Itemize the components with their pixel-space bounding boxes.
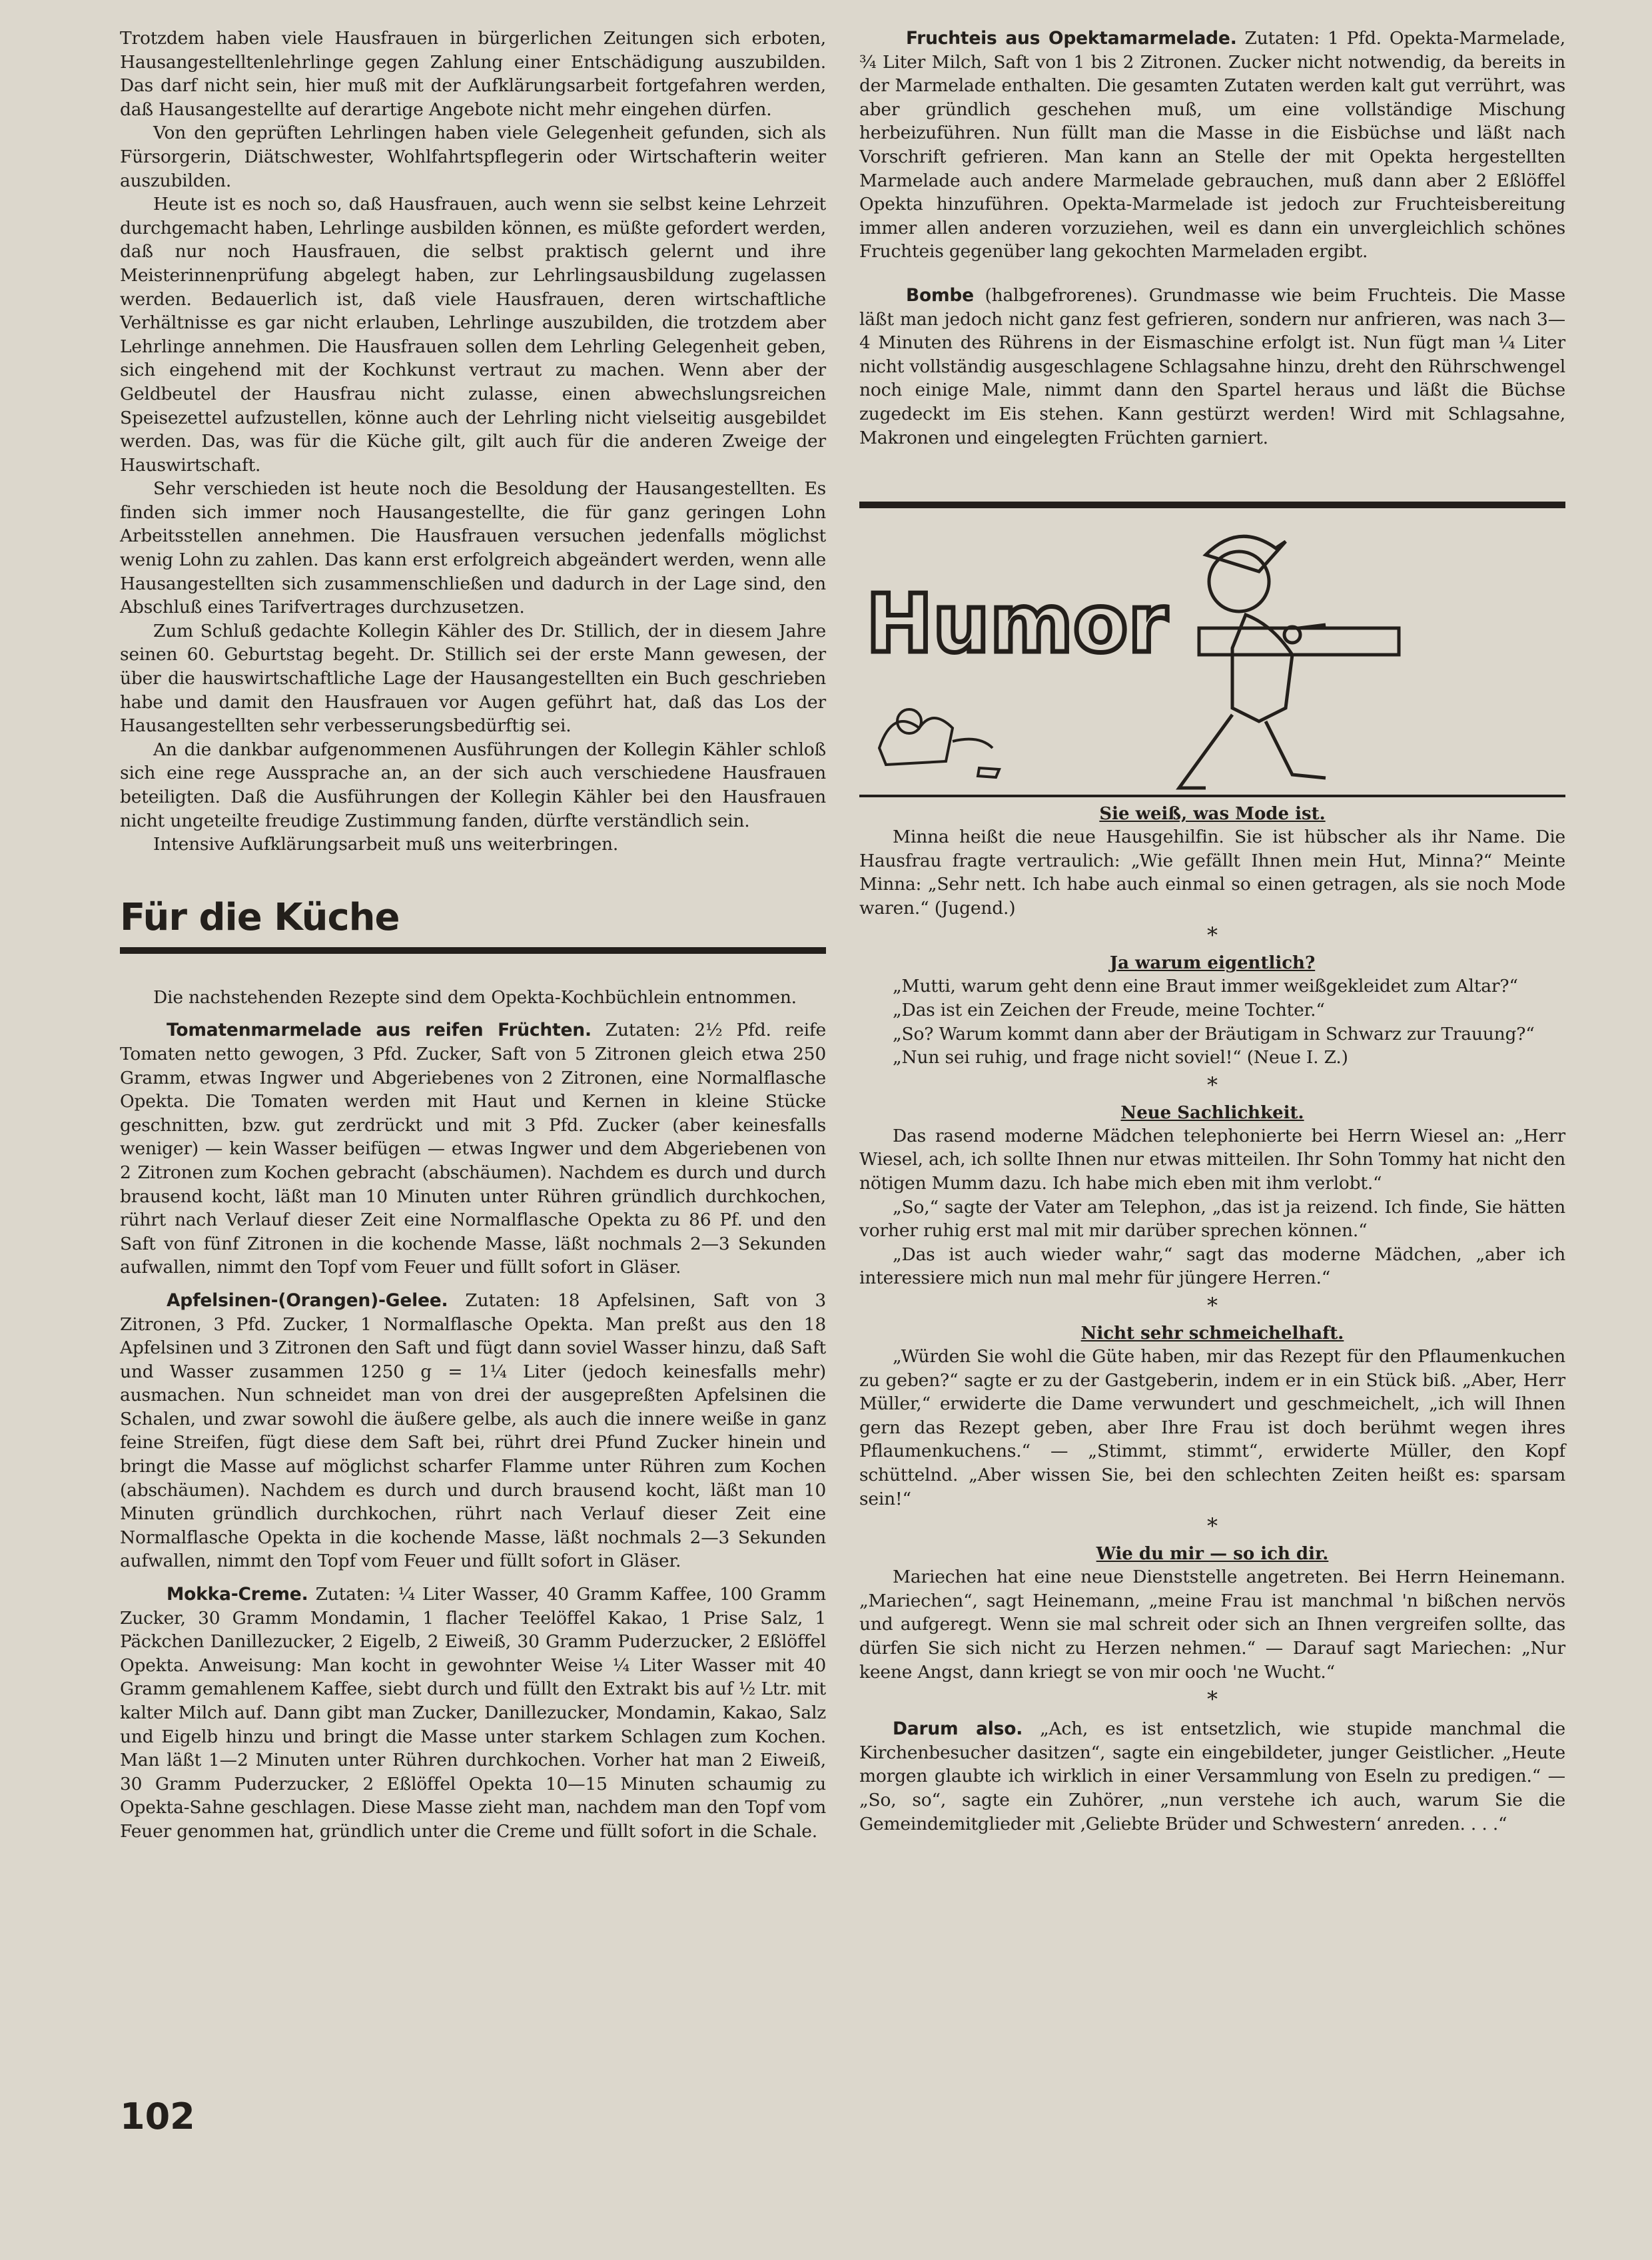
- recipe-bombe: [859, 284, 1565, 450]
- joke-item: [859, 952, 1565, 1069]
- section-rule: [120, 947, 826, 954]
- article-continuation: [120, 27, 826, 857]
- recipe-text: Zutaten: 1 Pfd. Opekta-Marmelade, ¾ Liter Milch, Saft von 1 bis 2 Zitronen. Zucker nicht notwendig, da bereits in der Marmelade enthalten. Die gesamten Zutaten werden kalt gut verrührt, was aber gründlich geschehen muß, um eine vollständige Mischung herbeizuführen. Nun füllt man die Masse in die Eisbüchse und läßt nach Vorschrift gefrieren. Man kann an Stelle der mit Opekta hergestellten Marmelade auch andere Marmelade gebrauchen, muß dann aber 2 Eßlöffel Opekta hinzuführen. Opekta-Marmelade ist jedoch zur Fruchteisbereitung immer allen anderen vorzuziehen, weil es dann ein unvergleichlich schönes Fruchteis gegenüber lang gekochten Marmeladen ergibt.: [859, 28, 1566, 262]
- recipe-title: Mokka-Creme.: [167, 1584, 308, 1605]
- joke-paragraph: „Das ist ein Zeichen der Freude, meine Tochter.“: [893, 1000, 1325, 1021]
- joke-item: [859, 1322, 1565, 1511]
- joke-title: Sie weiß, was Mode ist.: [1099, 804, 1326, 825]
- recipe-title: Tomatenmarmelade aus reifen Früchten.: [167, 1020, 592, 1041]
- separator-star: *: [1207, 1513, 1218, 1539]
- joke-title: Neue Sachlichkeit.: [1120, 1102, 1304, 1123]
- joke-title: Wie du mir — so ich dir.: [1096, 1544, 1329, 1565]
- recipe-text: (halbgefrorenes). Grundmasse wie beim Fruchteis. Die Masse läßt man jedoch nicht ganz fest gefrieren, sondern nur anfrieren, was nach 3—4 Minuten des Rührens in der Eismaschine erfolgt ist. Nun fügt man ¼ Liter nicht vollständig ausgeschlagene Schlagsahne hinzu, dreht den Rührschwengel noch einige Male, nimmt dann den Spartel heraus und läßt die Büchse zugedeckt im Eis stehen. Kann gestürzt werden! Wird mit Schlagsahne, Makronen und eingelegten Früchten garniert.: [859, 284, 1565, 448]
- joke-paragraph: „Nun sei ruhig, und frage nicht soviel!“ (Neue I. Z.): [893, 1047, 1348, 1068]
- joke-paragraph: Minna heißt die neue Hausgehilfin. Sie ist hübscher als ihr Name. Die Hausfrau fragte vertraulich: „Wie gefällt Ihnen mein Hut, Minna?“ Meinte Minna: „Sehr nett. Ich habe auch einmal so einen getragen, als sie noch Mode waren.“ (Jugend.): [859, 827, 1565, 919]
- recipe-text: Zutaten: 2½ Pfd. reife Tomaten netto gewogen, 3 Pfd. Zucker, Saft von 5 Zitronen gleich etwa 250 Gramm, etwas Ingwer und Abgeriebenes von 2 Zitronen, eine Normalflasche Opekta. Die Tomaten werden mit Haut und Kernen in kleine Stücke geschnitten, bzw. gut zerdrückt und mit 3 Pfd. Zucker (aber keinesfalls weniger) — kein Wasser beifügen — etwas Ingwer und dem Abgeriebenen von 2 Zitronen zum Kochen gebracht (abschäumen). Nachdem es durch und durch brausend kocht, läßt man 10 Minuten unter Rühren gründlich durchkochen, rührt nach Verlauf dieser Zeit eine Normalflasche Opekta zu 86 Pf. und den Saft von fünf Zitronen in die kochende Masse, läßt nochmals 2—3 Sekunden aufwallen, nimmt den Topf vom Feuer und füllt sofort in Gläser.: [120, 1020, 826, 1278]
- joke-paragraph: „Ach, es ist entsetzlich, wie stupide manchmal die Kirchenbesucher dasitzen“, sagte ein eingebildeter, junger Geistlicher. „Heute morgen glaubte ich wirklich in einer Versammlung von Eseln zu predigen.“ — „So, so“, sagte ein Zuhörer, „nun verstehe ich auch, warum Sie die Gemeindemitglieder mit ‚Geliebte Brüder und Schwestern‘ anreden. . . .“: [859, 1718, 1565, 1834]
- joke-title: Darum also.: [893, 1718, 1023, 1740]
- body-paragraph: Trotzdem haben viele Hausfrauen in bürgerlichen Zeitungen sich erboten, Hausangestelltenlehrlinge gegen Zahlung einer Entschädigung auszubilden. Das darf nicht sein, hier muß mit der Aufklärungsarbeit fortgefahren werden, daß Hausangestellte auf derartige Angebote nicht mehr eingehen dürfen.: [120, 28, 826, 120]
- recipe-title: Apfelsinen-(Orangen)-Gelee.: [167, 1290, 448, 1311]
- body-paragraph: Sehr verschieden ist heute noch die Besoldung der Hausangestellten. Es finden sich immer noch Hausangestellte, die für ganz geringen Lohn Arbeitsstellen annehmen. Die Hausfrauen versuchen jedenfalls möglichst wenig Lohn zu zahlen. Das kann erst erfolgreich abgeändert werden, wenn alle Hausangestellten sich zusammenschließen und dadurch in der Lage sind, den Abschluß eines Tarifvertrages durchzusetzen.: [120, 478, 826, 618]
- joke-title: Nicht sehr schmeichelhaft.: [1080, 1323, 1344, 1343]
- humor-heading: Humor: [866, 578, 1168, 671]
- joke-paragraph: „Würden Sie wohl die Güte haben, mir das Rezept für den Pflaumenkuchen zu geben?“ sagte er zu der Gastgeberin, indem er in ein Stück biß. „Aber, Herr Müller,“ erwiderte die Dame verwundert und geschmeichelt, „ich will Ihnen gern das Rezept geben, aber Ihre Frau ist doch berühmt wegen ihres Pflaumenkuchens.“ — „Stimmt, stimmt“, erwiderte Müller, den Kopf schüttelnd. „Aber wissen Sie, bei den schlechten Zeiten heißt es: sparsam sein!“: [859, 1346, 1565, 1509]
- page-number: 102: [120, 2095, 195, 2137]
- joke-item: [859, 1102, 1565, 1290]
- recipe-title: Fruchteis aus Opektamarmelade.: [906, 28, 1237, 49]
- right-column: [859, 27, 1565, 1836]
- recipe-title: Bombe: [906, 284, 974, 306]
- joke-item: [859, 803, 1565, 920]
- joke-paragraph: Mariechen hat eine neue Dienststelle angetreten. Bei Herrn Heinemann. „Mariechen“, sagt Heinemann, „meine Frau ist manchmal 'n bißchen nervös und aufgeregt. Wenn sie mal schreit oder sich an Ihnen vergreifen sollte, das dürfen Sie sich nicht zu Herzen nehmen.“ — Darauf sagt Mariechen: „Nur keene Angst, dann kriegt se von mir ooch 'ne Wucht.“: [859, 1567, 1565, 1683]
- separator-star: *: [1207, 1687, 1218, 1712]
- humor-illustration: [859, 508, 1565, 795]
- left-column: [120, 27, 826, 1844]
- kitchen-intro: Die nachstehenden Rezepte sind dem Opekta-Kochbüchlein entnommen.: [153, 986, 797, 1008]
- body-paragraph: Intensive Aufklärungsarbeit muß uns weiterbringen.: [153, 834, 619, 855]
- recipe-tomato-jam: [120, 1018, 826, 1280]
- joke-item: [859, 1543, 1565, 1684]
- joke-title: Ja warum eigentlich?: [1109, 953, 1316, 974]
- separator-star: *: [1207, 923, 1218, 948]
- joke-item: [859, 1717, 1565, 1836]
- recipe-text: Zutaten: ¼ Liter Wasser, 40 Gramm Kaffee, 100 Gramm Zucker, 30 Gramm Mondamin, 1 flacher Teelöffel Kakao, 1 Prise Salz, 1 Päckchen Danillezucker, 2 Eigelb, 2 Eiweiß, 30 Gramm Puderzucker, 2 Eßlöffel Opekta. Anweisung: Man kocht in gewohnter Weise ¼ Liter Wasser mit 40 Gramm gemahlenem Kaffee, siebt durch und füllt den Extrakt bis auf ½ Ltr. mit kalter Milch auf. Dann gibt man Zucker, Danillezucker, Mondamin, Kakao, Salz und Eigelb hinzu und bringt die Masse unter starkem Schlagen zum Kochen. Man läßt 1—2 Minuten unter Rühren durchkochen. Vorher hat man 2 Eiweiß, 30 Gramm Puderzucker, 2 Eßlöffel Opekta 10—15 Minuten schaumig zu Opekta-Sahne geschlagen. Diese Masse zieht man, nachdem man den Topf vom Feuer genommen hat, gründlich unter die Creme und füllt sofort in die Schale.: [120, 1584, 826, 1842]
- jokes-list: [859, 803, 1565, 1836]
- recipe-text: Zutaten: 18 Apfelsinen, Saft von 3 Zitronen, 3 Pfd. Zucker, 1 Normalflasche Opekta. Man preßt aus den 18 Apfelsinen und 3 Zitronen den Saft und fügt dann soviel Wasser hinzu, daß Saft und Wasser zusammen 1250 g = 1¼ Liter (jedoch keinesfalls mehr) ausmachen. Nun schneidet man von drei der ausgepreßten Apfelsinen die Schalen, und zwar sowohl die äußere gelbe, als auch die innere weiße in ganz feine Streifen, fügt diese dem Saft bei, rührt drei Pfund Zucker hinein und bringt die Masse auf möglichst scharfer Flamme unter Rühren zum Kochen (abschäumen). Nachdem es durch und durch brausend kocht, läßt man 10 Minuten gründlich durchkochen, rührt nach Verlauf dieser Zeit eine Normalflasche Opekta in die kochende Masse, läßt nochmals 2—3 Sekunden aufwallen, nimmt den Topf vom Feuer und füllt sofort in Gläser.: [120, 1290, 826, 1572]
- joke-paragraph: „Das ist auch wieder wahr,“ sagt das moderne Mädchen, „aber ich interessiere mich nun mal mehr für jüngere Herren.“: [859, 1244, 1565, 1289]
- joke-paragraph: „So? Warum kommt dann aber der Bräutigam in Schwarz zur Trauung?“: [893, 1023, 1535, 1044]
- humor-header-illustration: [859, 502, 1565, 797]
- small-dog-figure: [879, 709, 999, 777]
- separator-star: *: [1207, 1072, 1218, 1098]
- joke-paragraph: Das rasend moderne Mädchen telephonierte bei Herrn Wiesel an: „Herr Wiesel, ach, ich sollte Ihnen nur etwas mitteilen. Ihr Sohn Tommy hat nicht den nötigen Mumm dazu. Ich habe mich eben mit ihm verlobt.“: [859, 1125, 1565, 1194]
- separator-star: *: [1207, 1293, 1218, 1318]
- body-paragraph: An die dankbar aufgenommenen Ausführungen der Kollegin Kähler schloß sich eine rege Aussprache an, an der sich auch verschiedene Hausfrauen beteiligten. Daß die Ausführungen der Kollegin Kähler bei den Hausfrauen nicht ungeteilte freudige Zustimmung fanden, dürfte verständlich sein.: [120, 739, 826, 831]
- section-title-kitchen: Für die Küche: [120, 895, 400, 939]
- body-paragraph: Zum Schluß gedachte Kollegin Kähler des Dr. Stillich, der in diesem Jahre seinen 60. Geburtstag begeht. Dr. Stillich sei der erste Mann gewesen, der über die hauswirtschaftliche Lage der Hausangestellten ein Buch geschrieben habe und damit den Hausfrauen vor Augen geführt hat, daß das Los der Hausangestellten sehr verbesserungsbedürftig sei.: [120, 620, 826, 737]
- cartoon-figure: [1179, 536, 1399, 788]
- joke-paragraph: „Mutti, warum geht denn eine Braut immer weißgekleidet zum Altar?“: [893, 976, 1518, 997]
- body-paragraph: Heute ist es noch so, daß Hausfrauen, auch wenn sie selbst keine Lehrzeit durchgemacht haben, Lehrlinge ausbilden können, es müßte gefordert werden, daß nur noch Hausfrauen, die selbst praktisch gelernt und ihre Meisterinnenprüfung abgelegt haben, zur Lehrlingsausbildung zugelassen werden. Bedauerlich ist, daß viele Hausfrauen, deren wirtschaftliche Verhältnisse es gar nicht erlauben, Lehrlinge auszubilden, die trotzdem aber Lehrlinge annehmen. Die Hausfrauen sollen dem Lehrling Gelegenheit geben, sich eingehend mit der Kochkunst vertraut zu machen. Wenn aber der Geldbeutel der Hausfrau nicht zulasse, einen abwechslungsreichen Speisezettel aufzustellen, könne auch der Lehrling nicht vielseitig ausgebildet werden. Das, was für die Küche gilt, gilt auch für die anderen Zweige der Hauswirtschaft.: [120, 194, 826, 476]
- recipe-fruit-ice: [859, 27, 1565, 264]
- recipe-mocha-cream: [120, 1583, 826, 1844]
- joke-paragraph: „So,“ sagte der Vater am Telephon, „das ist ja reizend. Ich finde, Sie hätten vorher ruhig erst mal mit mir darüber sprechen können.“: [859, 1196, 1565, 1242]
- recipe-orange-jelly: [120, 1289, 826, 1573]
- body-paragraph: Von den geprüften Lehrlingen haben viele Gelegenheit gefunden, sich als Fürsorgerin, Diätschwester, Wohlfahrtspflegerin oder Wirtschafterin weiter auszubilden.: [120, 123, 826, 191]
